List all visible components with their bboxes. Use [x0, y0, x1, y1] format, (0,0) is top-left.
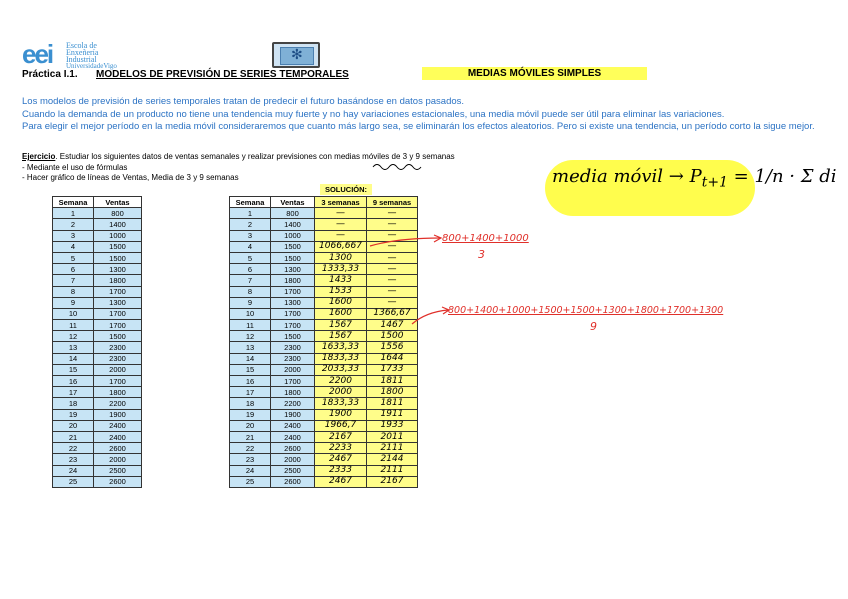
cell-media-3: 1600 — [315, 297, 367, 308]
cell-ventas: 2000 — [271, 454, 315, 465]
cell-media-9: 2144 — [367, 454, 418, 465]
sum-note-3: 800+1400+1000 — [442, 233, 529, 244]
cell-semana: 16 — [53, 376, 94, 387]
table-row — [230, 308, 418, 319]
cell-semana: 15 — [230, 364, 271, 375]
table-row — [53, 275, 142, 286]
cell-semana: 17 — [230, 387, 271, 398]
cell-media-9: — — [367, 241, 418, 252]
col-header-semana: Semana — [53, 197, 94, 208]
cell-semana: 19 — [230, 409, 271, 420]
cell-semana: 23 — [53, 454, 94, 465]
cell-media-3: 2467 — [315, 454, 367, 465]
cell-ventas: 1700 — [94, 308, 142, 319]
cell-semana: 13 — [53, 342, 94, 353]
table-row — [53, 409, 142, 420]
cell-semana: 3 — [53, 230, 94, 241]
cell-ventas: 2400 — [271, 431, 315, 442]
cell-media-3: 2033,33 — [315, 364, 367, 375]
table-row — [53, 398, 142, 409]
cell-semana: 12 — [230, 331, 271, 342]
cell-semana: 21 — [230, 431, 271, 442]
cell-ventas: 1700 — [94, 376, 142, 387]
cell-ventas: 2400 — [271, 420, 315, 431]
cell-ventas: 1700 — [271, 308, 315, 319]
cell-ventas: 1400 — [271, 219, 315, 230]
table-row — [53, 342, 142, 353]
cell-media-9: 1811 — [367, 376, 418, 387]
cell-semana: 5 — [230, 252, 271, 263]
cell-ventas: 2400 — [94, 431, 142, 442]
section-title: MEDIAS MÓVILES SIMPLES — [422, 67, 647, 80]
table-row — [230, 476, 418, 487]
cell-ventas: 1500 — [94, 331, 142, 342]
cell-ventas: 1700 — [94, 320, 142, 331]
cell-media-9: — — [367, 297, 418, 308]
table-row — [53, 431, 142, 442]
cell-ventas: 1000 — [94, 230, 142, 241]
cell-ventas: 1900 — [94, 409, 142, 420]
cell-media-9: 1911 — [367, 409, 418, 420]
cell-media-9: — — [367, 286, 418, 297]
exercise-bullet: - Mediante el uso de fórmulas — [22, 162, 128, 172]
table-row — [230, 364, 418, 375]
cell-media-3: 1533 — [315, 286, 367, 297]
table-row — [53, 219, 142, 230]
cell-semana: 6 — [230, 264, 271, 275]
table-row — [230, 409, 418, 420]
cell-ventas: 1500 — [271, 252, 315, 263]
table-row — [230, 398, 418, 409]
cell-ventas: 1500 — [94, 241, 142, 252]
cell-ventas: 1500 — [94, 252, 142, 263]
table-row — [230, 320, 418, 331]
cell-semana: 22 — [53, 443, 94, 454]
cell-media-3: 1633,33 — [315, 342, 367, 353]
formula-lhs: media móvil → P — [552, 166, 702, 187]
cell-ventas: 2500 — [271, 465, 315, 476]
table-row — [53, 208, 142, 219]
table-row — [230, 353, 418, 364]
cell-ventas: 1700 — [94, 286, 142, 297]
practice-number: Práctica I.1. — [22, 69, 78, 80]
cell-media-9: 1800 — [367, 387, 418, 398]
cell-media-9: 2011 — [367, 431, 418, 442]
data-table — [52, 196, 142, 488]
cell-semana: 4 — [230, 241, 271, 252]
table-row — [230, 465, 418, 476]
divisor-note-3: 3 — [478, 248, 485, 261]
university-logo-icon — [272, 42, 320, 68]
cell-ventas: 2000 — [94, 454, 142, 465]
cell-media-9: — — [367, 252, 418, 263]
cell-ventas: 1300 — [271, 264, 315, 275]
cell-media-9: 2111 — [367, 443, 418, 454]
table-row — [53, 465, 142, 476]
cell-semana: 3 — [230, 230, 271, 241]
cell-media-3: 1567 — [315, 331, 367, 342]
squiggle-underline — [372, 162, 426, 170]
table-row — [53, 476, 142, 487]
cell-ventas: 2000 — [94, 364, 142, 375]
cell-media-3: 2233 — [315, 443, 367, 454]
cell-ventas: 1300 — [94, 297, 142, 308]
cell-media-9: — — [367, 219, 418, 230]
cell-semana: 22 — [230, 443, 271, 454]
cell-media-9: 1556 — [367, 342, 418, 353]
cell-media-9: 1644 — [367, 353, 418, 364]
cell-semana: 24 — [230, 465, 271, 476]
cell-ventas: 2300 — [271, 342, 315, 353]
table-row — [230, 387, 418, 398]
table-row — [53, 252, 142, 263]
cell-media-3: 1333,33 — [315, 264, 367, 275]
cell-semana: 25 — [230, 476, 271, 487]
cell-ventas: 1000 — [271, 230, 315, 241]
cell-ventas: 1500 — [271, 331, 315, 342]
table-row — [53, 297, 142, 308]
cell-semana: 10 — [53, 308, 94, 319]
cell-ventas: 1400 — [94, 219, 142, 230]
cell-ventas: 2600 — [271, 443, 315, 454]
cell-ventas: 1500 — [271, 241, 315, 252]
cell-ventas: 2200 — [94, 398, 142, 409]
cell-media-3: 1567 — [315, 320, 367, 331]
cell-semana: 1 — [53, 208, 94, 219]
table-row — [53, 241, 142, 252]
cell-media-9: 1366,67 — [367, 308, 418, 319]
school-name-line3: Industrial — [66, 55, 97, 64]
cell-semana: 7 — [230, 275, 271, 286]
col-header-ventas: Ventas — [94, 197, 142, 208]
cell-ventas: 800 — [271, 208, 315, 219]
cell-semana: 2 — [53, 219, 94, 230]
cell-semana: 16 — [230, 376, 271, 387]
solution-label: SOLUCIÓN: — [320, 184, 372, 195]
cell-semana: 15 — [53, 364, 94, 375]
table-row — [53, 286, 142, 297]
school-name — [66, 42, 117, 70]
table-row — [230, 275, 418, 286]
cell-media-3: — — [315, 219, 367, 230]
cell-ventas: 1700 — [271, 286, 315, 297]
cell-semana: 14 — [53, 353, 94, 364]
cell-media-3: 1066,667 — [315, 241, 367, 252]
school-name-line4: UniversidadeVigo — [66, 62, 117, 70]
cell-semana: 7 — [53, 275, 94, 286]
cell-media-9: 2111 — [367, 465, 418, 476]
cell-semana: 8 — [53, 286, 94, 297]
cell-ventas: 1700 — [271, 320, 315, 331]
cell-semana: 18 — [230, 398, 271, 409]
formula-rhs: = 1/n · Σ di — [727, 166, 837, 187]
col-header-semana: Semana — [230, 197, 271, 208]
sum-note-9: 800+1400+1000+1500+1500+1300+1800+1700+1300 — [448, 305, 724, 316]
cell-semana: 20 — [53, 420, 94, 431]
cell-ventas: 1800 — [94, 387, 142, 398]
cell-ventas: 800 — [94, 208, 142, 219]
cell-media-9: — — [367, 208, 418, 219]
formula-sub: t+1 — [701, 174, 728, 191]
moving-average-formula — [552, 168, 836, 192]
table-row — [53, 264, 142, 275]
table-row — [230, 431, 418, 442]
cell-ventas: 2600 — [94, 443, 142, 454]
divisor-note-9: 9 — [590, 320, 597, 333]
arrow-to-note-3 — [368, 234, 444, 250]
cell-ventas: 1300 — [94, 264, 142, 275]
cell-ventas: 2000 — [271, 364, 315, 375]
table-row — [53, 454, 142, 465]
cell-semana: 9 — [230, 297, 271, 308]
cell-ventas: 1300 — [271, 297, 315, 308]
cell-media-9: 1500 — [367, 331, 418, 342]
cell-media-3: 1966,7 — [315, 420, 367, 431]
table-row — [230, 264, 418, 275]
page-title: MODELOS DE PREVISIÓN DE SERIES TEMPORALES — [96, 69, 349, 80]
cell-ventas: 2500 — [94, 465, 142, 476]
cell-media-3: 2200 — [315, 376, 367, 387]
table-row — [230, 219, 418, 230]
table-row — [53, 376, 142, 387]
table-row — [53, 331, 142, 342]
table-row — [53, 387, 142, 398]
table-row — [230, 297, 418, 308]
eei-logo-mark: eei — [22, 39, 53, 69]
table-row — [53, 364, 142, 375]
intro-line: Los modelos de previsión de series temporales tratan de predecir el futuro basándose en datos pasados. — [22, 96, 465, 107]
cell-semana: 11 — [230, 320, 271, 331]
cell-media-3: 2467 — [315, 476, 367, 487]
table-row — [53, 353, 142, 364]
cell-media-9: 1467 — [367, 320, 418, 331]
cell-semana: 1 — [230, 208, 271, 219]
cell-ventas: 2300 — [94, 353, 142, 364]
table-row — [230, 342, 418, 353]
cell-semana: 20 — [230, 420, 271, 431]
school-logo — [22, 40, 117, 68]
cell-semana: 13 — [230, 342, 271, 353]
exercise-bullet: - Hacer gráfico de líneas de Ventas, Media de 3 y 9 semanas — [22, 173, 239, 182]
cell-media-9: — — [367, 230, 418, 241]
col-header-ventas: Ventas — [271, 197, 315, 208]
cell-media-9: — — [367, 275, 418, 286]
cell-ventas: 1700 — [271, 376, 315, 387]
cell-media-3: 1600 — [315, 308, 367, 319]
table-row — [53, 443, 142, 454]
cell-semana: 9 — [53, 297, 94, 308]
table-row — [53, 308, 142, 319]
intro-line: Cuando la demanda de un producto no tiene una tendencia muy fuerte y no hay variaciones estacionales, una media móvil puede ser útil para eliminar las variaciones. — [22, 108, 725, 120]
cell-media-9: 1933 — [367, 420, 418, 431]
table-row — [230, 454, 418, 465]
cell-ventas: 2400 — [94, 420, 142, 431]
cell-ventas: 1800 — [94, 275, 142, 286]
arrow-to-note-9 — [410, 306, 452, 328]
cell-semana: 17 — [53, 387, 94, 398]
table-row — [230, 420, 418, 431]
cell-ventas: 2600 — [271, 476, 315, 487]
cell-semana: 24 — [53, 465, 94, 476]
table-row — [53, 320, 142, 331]
cell-media-3: 1833,33 — [315, 398, 367, 409]
cell-media-9: 2167 — [367, 476, 418, 487]
cell-media-9: — — [367, 264, 418, 275]
school-name-line2: Enxeñería — [66, 48, 99, 57]
table-row — [53, 230, 142, 241]
cell-ventas: 1800 — [271, 387, 315, 398]
intro-text — [22, 96, 815, 134]
intro-line: Para elegir el mejor período en la media móvil consideraremos que cuanto más largo sea, se eliminarán los efectos aleatorios. Pero si existe una tendencia, un período corto la sigue mejor. — [22, 121, 815, 132]
cell-media-3: 1300 — [315, 252, 367, 263]
cell-ventas: 2300 — [271, 353, 315, 364]
cell-semana: 4 — [53, 241, 94, 252]
cell-semana: 23 — [230, 454, 271, 465]
cell-semana: 12 — [53, 331, 94, 342]
cell-ventas: 2300 — [94, 342, 142, 353]
cell-semana: 5 — [53, 252, 94, 263]
cell-media-3: 1833,33 — [315, 353, 367, 364]
cell-ventas: 1800 — [271, 275, 315, 286]
cell-semana: 2 — [230, 219, 271, 230]
cell-semana: 14 — [230, 353, 271, 364]
cell-media-9: 1811 — [367, 398, 418, 409]
cell-media-3: 1433 — [315, 275, 367, 286]
cell-ventas: 2600 — [94, 476, 142, 487]
table-row — [53, 420, 142, 431]
cell-media-9: 1733 — [367, 364, 418, 375]
cell-media-3: 2000 — [315, 387, 367, 398]
cell-semana: 18 — [53, 398, 94, 409]
cell-ventas: 1900 — [271, 409, 315, 420]
table-row — [230, 252, 418, 263]
cell-media-3: 1900 — [315, 409, 367, 420]
cell-semana: 6 — [53, 264, 94, 275]
exercise-label: Ejercicio — [22, 152, 56, 161]
table-row — [230, 208, 418, 219]
cell-semana: 11 — [53, 320, 94, 331]
col-header-9-semanas: 9 semanas — [367, 197, 418, 208]
cell-ventas: 2200 — [271, 398, 315, 409]
cell-media-3: — — [315, 208, 367, 219]
exercise-text: . Estudiar los siguientes datos de ventas semanales y realizar previsiones con medias móviles de 3 y 9 semanas — [55, 152, 455, 161]
table-row — [230, 331, 418, 342]
cell-semana: 19 — [53, 409, 94, 420]
table-row — [230, 443, 418, 454]
cell-media-3: 2167 — [315, 431, 367, 442]
cell-media-3: 2333 — [315, 465, 367, 476]
table-row — [230, 286, 418, 297]
cell-semana: 10 — [230, 308, 271, 319]
cell-media-3: — — [315, 230, 367, 241]
cell-semana: 8 — [230, 286, 271, 297]
school-name-line1: Escola de — [66, 41, 97, 50]
table-row — [230, 376, 418, 387]
col-header-3-semanas: 3 semanas — [315, 197, 367, 208]
cell-semana: 21 — [53, 431, 94, 442]
cell-semana: 25 — [53, 476, 94, 487]
